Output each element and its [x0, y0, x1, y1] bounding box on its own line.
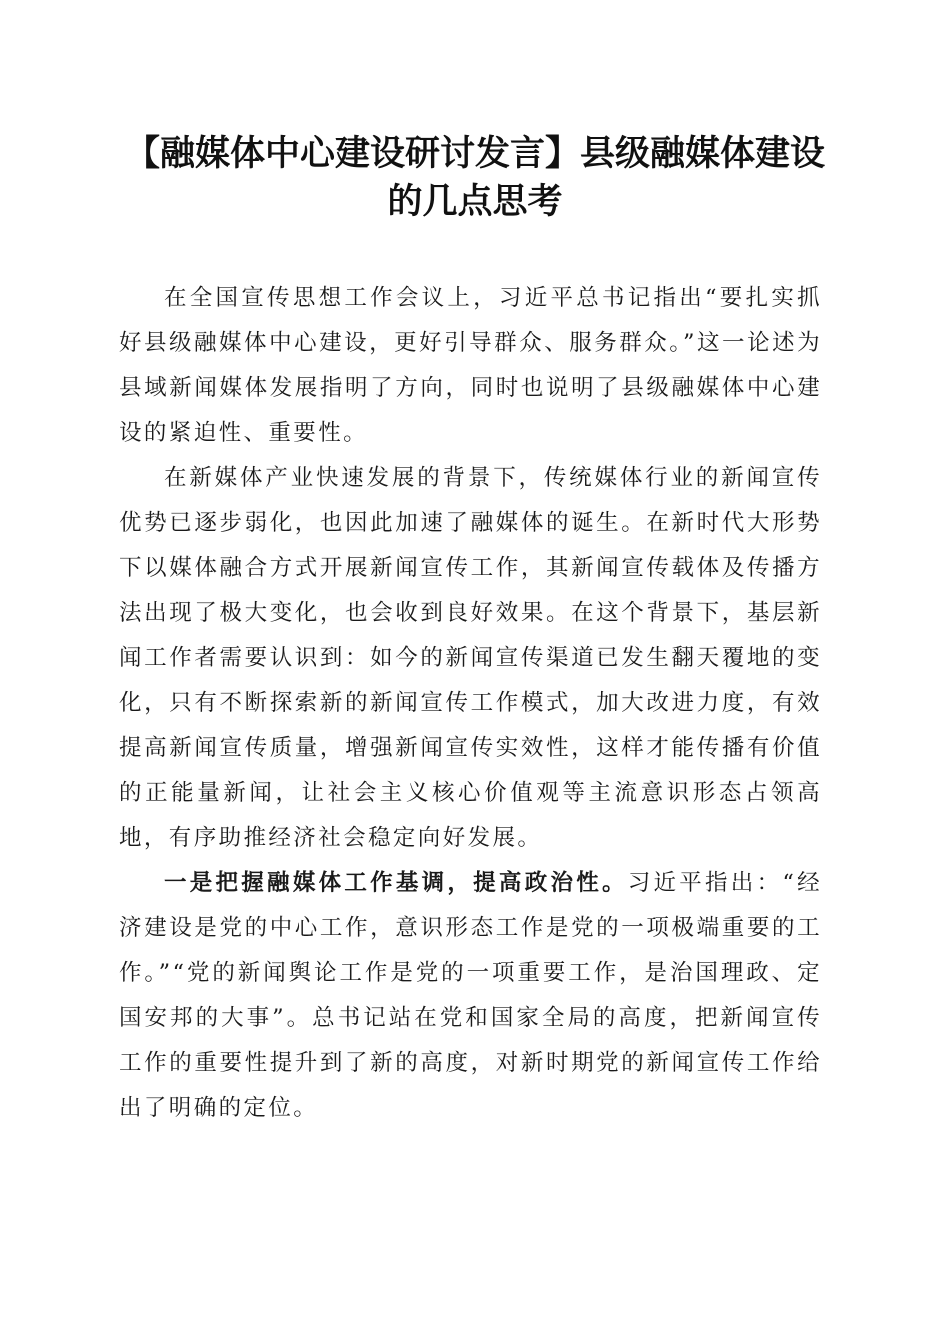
paragraph-3 — [119, 861, 822, 1131]
paragraph-3-text: 习近平指出：“经济建设是党的中心工作，意识形态工作是党的一项极端重要的工作。”“党的新闻舆论工作是党的一项重要工作，是治国理政、定国安邦的大事”。总书记站在党和国家全局的高度，把新闻宣传工作的重要性提升到了新的高度，对新时期党的新闻宣传工作给出了明确的定位。 — [119, 870, 822, 1121]
paragraph-2 — [119, 456, 822, 861]
paragraph-1 — [119, 276, 822, 456]
document-body — [119, 276, 822, 1131]
document-title: 【融媒体中心建设研讨发言】县级融媒体建设的几点思考 — [124, 133, 825, 222]
paragraph-2-text: 在新媒体产业快速发展的背景下，传统媒体行业的新闻宣传优势已逐步弱化，也因此加速了融媒体的诞生。在新时代大形势下以媒体融合方式开展新闻宣传工作，其新闻宣传载体及传播方法出现了极大变化，也会收到良好效果。在这个背景下，基层新闻工作者需要认识到：如今的新闻宣传渠道已发生翻天覆地的变化，只有不断探索新的新闻宣传工作模式，加大改进力度，有效提高新闻宣传质量，增强新闻宣传实效性，这样才能传播有价值的正能量新闻，让社会主义核心价值观等主流意识形态占领高地，有序助推经济社会稳定向好发展。 — [119, 465, 822, 851]
paragraph-1-text: 在全国宣传思想工作会议上，习近平总书记指出“要扎实抓好县级融媒体中心建设，更好引导群众、服务群众。”这一论述为县域新闻媒体发展指明了方向，同时也说明了县级融媒体中心建设的紧迫性、重要性。 — [119, 285, 822, 446]
paragraph-3-lead: 一是把握融媒体工作基调，提高政治性。 — [164, 870, 628, 896]
